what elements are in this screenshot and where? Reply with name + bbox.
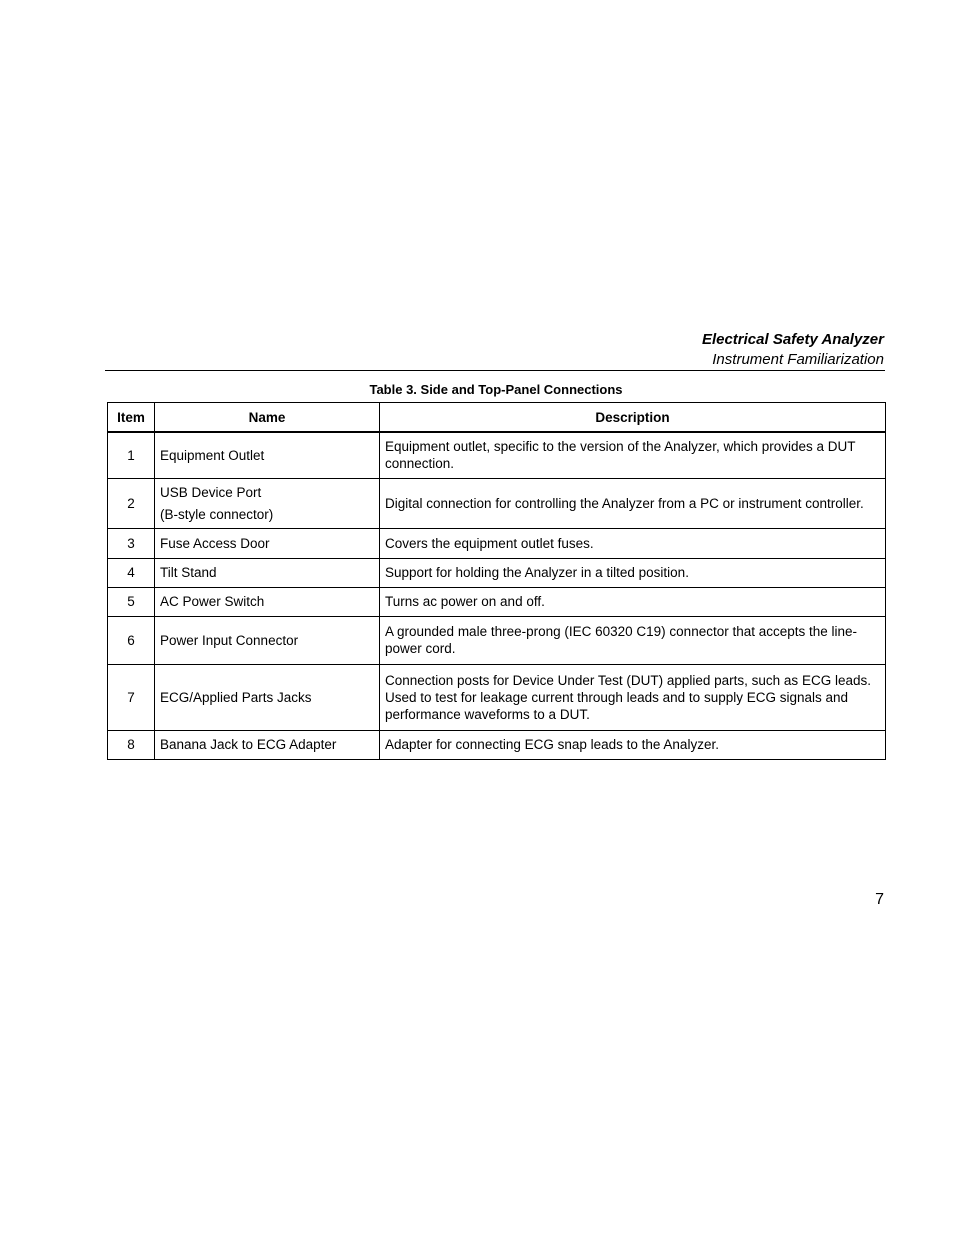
column-header-item: Item [108,403,155,433]
table-row [108,587,886,616]
connection-name: Equipment Outlet [155,432,380,478]
item-number: 1 [108,432,155,478]
item-number: 3 [108,528,155,558]
connection-description: Adapter for connecting ECG snap leads to the Analyzer. [380,730,886,759]
running-header-subtitle: Instrument Familiarization [712,351,884,368]
table-caption: Table 3. Side and Top-Panel Connections [369,382,623,397]
connection-description: Covers the equipment outlet fuses. [380,528,886,558]
connection-description: Support for holding the Analyzer in a tilted position. [380,558,886,587]
item-number: 7 [108,664,155,730]
header-divider [105,370,885,371]
table-row [108,664,886,730]
item-number: 8 [108,730,155,759]
connection-name: Tilt Stand [155,558,380,587]
connection-name: ECG/Applied Parts Jacks [155,664,380,730]
connection-description: A grounded male three-prong (IEC 60320 C19) connector that accepts the line-power cord. [380,616,886,664]
item-number: 4 [108,558,155,587]
connection-description: Equipment outlet, specific to the version of the Analyzer, which provides a DUT connection. [380,432,886,478]
table-row [108,478,886,528]
connections-table [107,402,886,760]
connection-name: Fuse Access Door [155,528,380,558]
item-number: 5 [108,587,155,616]
running-header-title: Electrical Safety Analyzer [701,331,884,348]
connection-description: Connection posts for Device Under Test (DUT) applied parts, such as ECG leads. Used to test for leakage current through leads and to supply ECG signals and performance waveforms to a DUT. [380,664,886,730]
connection-description: Digital connection for controlling the Analyzer from a PC or instrument controller. [380,478,886,528]
connection-description: Turns ac power on and off. [380,587,886,616]
connection-name-line2: (B-style connector) [160,506,274,522]
item-number: 6 [108,616,155,664]
table-row [108,558,886,587]
connection-name: Power Input Connector [155,616,380,664]
table-row [108,616,886,664]
column-header-description: Description [380,403,886,433]
column-header-name: Name [155,403,380,433]
item-number: 2 [108,478,155,528]
connection-name-line1: USB Device Port [160,484,262,500]
connection-name [155,478,380,528]
table-header-row [108,403,886,433]
connection-name: Banana Jack to ECG Adapter [155,730,380,759]
page-number: 7 [875,891,884,908]
connection-name: AC Power Switch [155,587,380,616]
table-row [108,730,886,759]
table-row [108,432,886,478]
table-row [108,528,886,558]
